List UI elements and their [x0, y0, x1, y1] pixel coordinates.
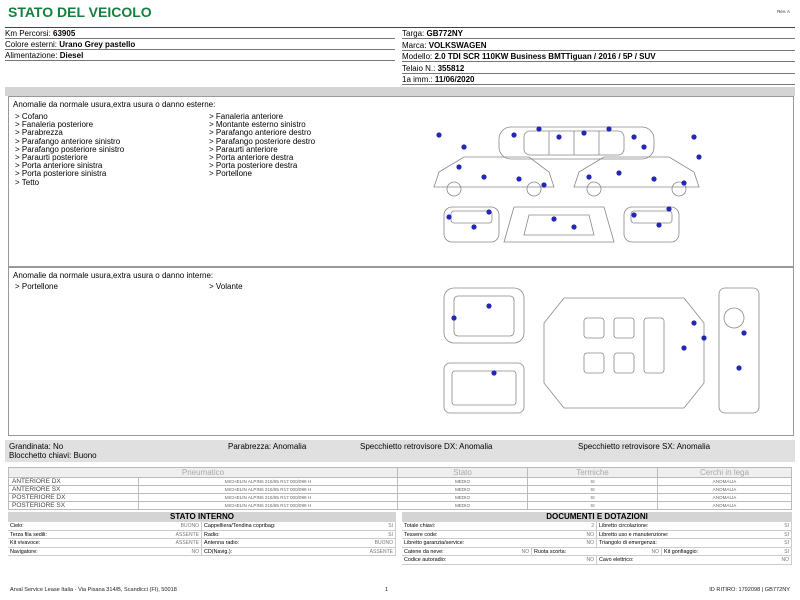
property-value: NO: [586, 540, 594, 546]
exterior-car-diagram: [424, 107, 714, 257]
stato-interno-table: [8, 512, 396, 556]
property-cell: [402, 548, 532, 556]
damage-marker: [666, 206, 671, 211]
damage-item: > Paraurti posteriore: [15, 152, 88, 162]
property-cell: [8, 548, 202, 556]
tyre-termiche: SI: [528, 502, 658, 510]
info-value: Diesel: [59, 51, 84, 60]
property-label: Libretto circolazione:: [599, 523, 649, 529]
property-value: ASSENTE: [175, 531, 199, 538]
tyre-stato: MEDIO: [398, 502, 528, 510]
damage-marker: [701, 335, 706, 340]
damage-marker: [491, 370, 496, 375]
car-top-view: [499, 127, 654, 159]
damage-item: > Parafango posteriore sinistro: [15, 144, 125, 154]
property-cell: [402, 531, 597, 539]
property-cell: [8, 539, 202, 547]
property-row: [8, 531, 396, 540]
property-label: Antenna radio:: [204, 540, 240, 546]
property-value: NO: [521, 548, 529, 555]
property-value: 2: [591, 523, 594, 529]
property-value: BUONO: [180, 523, 199, 529]
damage-marker: [631, 212, 636, 217]
property-cell: [8, 522, 202, 530]
tyre-position: POSTERIORE SX: [9, 502, 139, 510]
damage-marker: [551, 216, 556, 221]
tyres-header-cerchi: Cerchi in lega: [658, 468, 792, 478]
damage-item: > Porta anteriore sinistra: [15, 161, 103, 171]
damage-marker: [741, 330, 746, 335]
property-row: [8, 548, 396, 557]
property-row: [402, 522, 792, 531]
property-value: SI: [784, 548, 789, 555]
info-value: 11/06/2020: [434, 75, 475, 84]
property-cell: [597, 522, 792, 530]
tyre-position: ANTERIORE SX: [9, 486, 139, 494]
status-bar: [5, 440, 795, 462]
damage-marker: [481, 174, 486, 179]
damage-marker: [451, 315, 456, 320]
tyre-model: MICHELIN ALPIN5 215/65 R17 000/099 H: [139, 478, 398, 486]
damage-item: > Tetto: [15, 177, 40, 187]
damage-item: > Parafango anteriore destro: [209, 128, 312, 138]
external-damage-list-2: [209, 113, 315, 179]
info-label: Targa:: [402, 29, 425, 38]
property-label: Catene da neve:: [404, 548, 444, 555]
tyre-termiche: SI: [528, 494, 658, 502]
damage-marker: [486, 209, 491, 214]
footer-company: Arval Service Lease Italia - Via Pisana 314/B, Scandicci (FI), 50018: [10, 587, 177, 593]
tyre-row: [9, 486, 792, 494]
damage-item: > Montante esterno sinistro: [209, 120, 306, 130]
car-side-view-left: [434, 157, 554, 196]
tyres-header-pneumatico: Pneumatico: [9, 468, 398, 478]
damage-item: > Portellone: [209, 169, 252, 179]
internal-damage-title: Anomalie da normale usura,extra usura o danno interne:: [13, 271, 214, 280]
damage-item: > Porta posteriore sinistra: [15, 169, 107, 179]
tyre-row: [9, 494, 792, 502]
internal-damage-list-1: [15, 283, 58, 291]
damage-item: > Parafango anteriore sinistro: [15, 136, 121, 146]
boot-view: [444, 288, 524, 343]
property-cell: [402, 556, 597, 564]
property-cell: [8, 531, 202, 539]
info-label: Km Percorsi:: [5, 29, 51, 38]
internal-damage-list-2: [209, 283, 243, 291]
property-row: [402, 548, 792, 557]
damage-item: > Cofano: [15, 112, 48, 121]
damage-marker: [446, 214, 451, 219]
tyre-position: ANTERIORE DX: [9, 478, 139, 486]
info-label: Modello:: [402, 52, 433, 61]
property-cell: [662, 548, 792, 556]
info-label: Marca:: [402, 40, 427, 50]
specchietto-sx-status: Specchietto retrovisore SX: Anomalia: [578, 442, 711, 451]
tyres-header-termiche: Termiche: [528, 468, 658, 478]
info-value: 63905: [53, 29, 76, 38]
property-value: SI: [388, 523, 393, 529]
footer-ritiro: ID RITIRO: 1792098 | GB772NY: [709, 587, 790, 593]
damage-item: > Paraurti anteriore: [209, 144, 278, 154]
property-cell: [597, 531, 792, 539]
car-side-view-right: [574, 157, 699, 196]
damage-item: > Fanaleria anteriore: [209, 112, 284, 121]
property-label: Cavo elettrico:: [599, 557, 634, 563]
tyre-termiche: SI: [528, 486, 658, 494]
tyre-cerchi: ANOMALIA: [658, 478, 792, 486]
info-row: [402, 51, 795, 62]
property-label: Tessere code:: [404, 531, 438, 538]
property-value: SI: [784, 523, 789, 529]
damage-marker: [691, 320, 696, 325]
dashboard-view: [719, 288, 759, 413]
property-label: Codice autoradio:: [404, 557, 447, 563]
property-cell: [202, 522, 396, 530]
property-cell: [597, 539, 792, 547]
property-label: Triangolo di emergenza:: [599, 540, 657, 546]
damage-item: > Parafango posteriore destro: [209, 136, 316, 146]
stato-interno-title: STATO INTERNO: [8, 512, 396, 522]
info-value: Urano Grey pastello: [59, 40, 136, 49]
tyre-cerchi: ANOMALIA: [658, 486, 792, 494]
property-value: ASSENTE: [369, 548, 393, 555]
damage-marker: [681, 345, 686, 350]
info-value: 355812: [437, 63, 465, 73]
info-value: 2.0 TDI SCR 110KW Business BMTTiguan / 2016 / 5P / SUV: [434, 52, 656, 61]
external-damage-list-1: [15, 113, 124, 187]
info-label: 1a imm.:: [402, 75, 433, 84]
property-row: [402, 539, 792, 548]
tyre-model: MICHELIN ALPIN5 215/65 R17 000/099 H: [139, 494, 398, 502]
damage-marker: [696, 154, 701, 159]
tyres-table: [8, 467, 792, 510]
property-value: NO: [586, 557, 594, 563]
damage-marker: [641, 144, 646, 149]
property-label: Libretto garanzia/service:: [404, 540, 465, 546]
interior-car-diagram: [434, 278, 764, 428]
property-label: Cappelliera/Tendina copribag:: [204, 523, 276, 529]
tyre-row: [9, 502, 792, 510]
grandinata-status: Grandinata: No: [9, 442, 64, 451]
property-cell: [597, 556, 792, 564]
car-hood-view: [504, 207, 614, 242]
info-row: [5, 39, 395, 50]
revision-label: Rev. A: [777, 9, 790, 14]
property-cell: [202, 539, 396, 547]
property-label: Kit vivavoce:: [10, 540, 41, 546]
parabrezza-status: Parabrezza: Anomalia: [228, 442, 307, 451]
internal-damage-panel: [8, 267, 794, 436]
tyre-stato: MEDIO: [398, 478, 528, 486]
property-value: SI: [784, 531, 789, 538]
documenti-table: [402, 512, 792, 565]
damage-item: > Volante: [209, 282, 243, 291]
info-label: Alimentazione:: [5, 51, 58, 60]
tyre-model: MICHELIN ALPIN5 215/65 R17 000/099 H: [139, 486, 398, 494]
property-label: Totale chiavi:: [404, 523, 436, 529]
tyre-model: MICHELIN ALPIN5 215/65 R17 000/099 H: [139, 502, 398, 510]
damage-marker: [571, 224, 576, 229]
info-label: Colore esterni:: [5, 40, 58, 49]
damage-marker: [536, 126, 541, 131]
vehicle-info: [5, 27, 795, 88]
damage-item: > Fanaleria posteriore: [15, 120, 94, 130]
damage-item: > Portellone: [15, 282, 58, 291]
property-row: [8, 522, 396, 531]
property-cell: [202, 531, 396, 539]
property-label: CD(Navig.):: [204, 548, 233, 555]
damage-item: > Porta anteriore destra: [209, 152, 294, 162]
damage-marker: [581, 130, 586, 135]
property-cell: [402, 539, 597, 547]
property-row: [8, 539, 396, 548]
damage-marker: [461, 144, 466, 149]
tyre-cerchi: ANOMALIA: [658, 502, 792, 510]
external-damage-title: Anomalie da normale usura,extra usura o danno esterne:: [13, 100, 216, 109]
info-row: [5, 28, 395, 39]
specchietto-dx-status: Specchietto retrovisore DX: Anomalia: [360, 442, 493, 451]
damage-marker: [631, 134, 636, 139]
rear-window-view: [444, 363, 524, 413]
damage-marker: [681, 180, 686, 185]
property-label: Ruota scorta:: [534, 548, 567, 555]
info-value: VOLKSWAGEN: [428, 40, 487, 50]
damage-marker: [736, 365, 741, 370]
property-value: ASSENTE: [175, 540, 199, 546]
property-label: Kit gonfiaggio:: [664, 548, 699, 555]
tyre-stato: MEDIO: [398, 486, 528, 494]
property-value: NO: [586, 531, 594, 538]
damage-marker: [556, 134, 561, 139]
info-row: [402, 40, 795, 51]
property-value: BUONO: [374, 540, 393, 546]
property-cell: [402, 522, 597, 530]
property-value: NO: [191, 548, 199, 555]
info-label: Telaio N.:: [402, 63, 436, 73]
info-row: [402, 74, 795, 85]
tyre-cerchi: ANOMALIA: [658, 494, 792, 502]
damage-marker: [486, 303, 491, 308]
property-label: Libretto uso e manutenzione:: [599, 531, 669, 538]
damage-item: > Porta posteriore destra: [209, 161, 298, 171]
tyres-header-stato: Stato: [398, 468, 528, 478]
property-label: Cielo:: [10, 523, 24, 529]
property-row: [402, 556, 792, 565]
property-value: SI: [388, 531, 393, 538]
info-row: [402, 63, 795, 74]
damage-marker: [656, 222, 661, 227]
tyre-row: [9, 478, 792, 486]
property-row: [402, 531, 792, 540]
property-label: Radio:: [204, 531, 220, 538]
property-label: Terza fila sedili:: [10, 531, 47, 538]
property-value: NO: [781, 557, 789, 563]
damage-marker: [616, 170, 621, 175]
damage-item: > Parabrezza: [15, 128, 63, 138]
damage-marker: [586, 174, 591, 179]
property-value: NO: [651, 548, 659, 555]
damage-marker: [516, 176, 521, 181]
damage-marker: [511, 132, 516, 137]
damage-marker: [691, 134, 696, 139]
damage-marker: [456, 164, 461, 169]
tyre-termiche: SI: [528, 478, 658, 486]
property-cell: [532, 548, 662, 556]
property-cell: [202, 548, 396, 556]
section-separator: [5, 87, 795, 96]
damage-marker: [606, 126, 611, 131]
footer-page: 1: [385, 587, 389, 593]
damage-marker: [436, 132, 441, 137]
tyre-position: POSTERIORE DX: [9, 494, 139, 502]
damage-marker: [541, 182, 546, 187]
info-value: GB772NY: [426, 29, 463, 38]
damage-marker: [651, 176, 656, 181]
info-row: [402, 28, 795, 39]
blocchetto-status: Blocchetto chiavi: Buono: [9, 451, 97, 460]
page-title: STATO DEL VEICOLO: [8, 4, 152, 20]
property-label: Navigatore:: [10, 548, 38, 555]
documenti-title: DOCUMENTI E DOTAZIONI: [402, 512, 792, 522]
info-row: [5, 50, 395, 61]
car-rear-view: [624, 207, 679, 242]
damage-marker: [471, 224, 476, 229]
property-value: SI: [784, 540, 789, 546]
cabin-plan-view: [544, 298, 704, 408]
external-damage-panel: [8, 96, 794, 267]
tyre-stato: MEDIO: [398, 494, 528, 502]
